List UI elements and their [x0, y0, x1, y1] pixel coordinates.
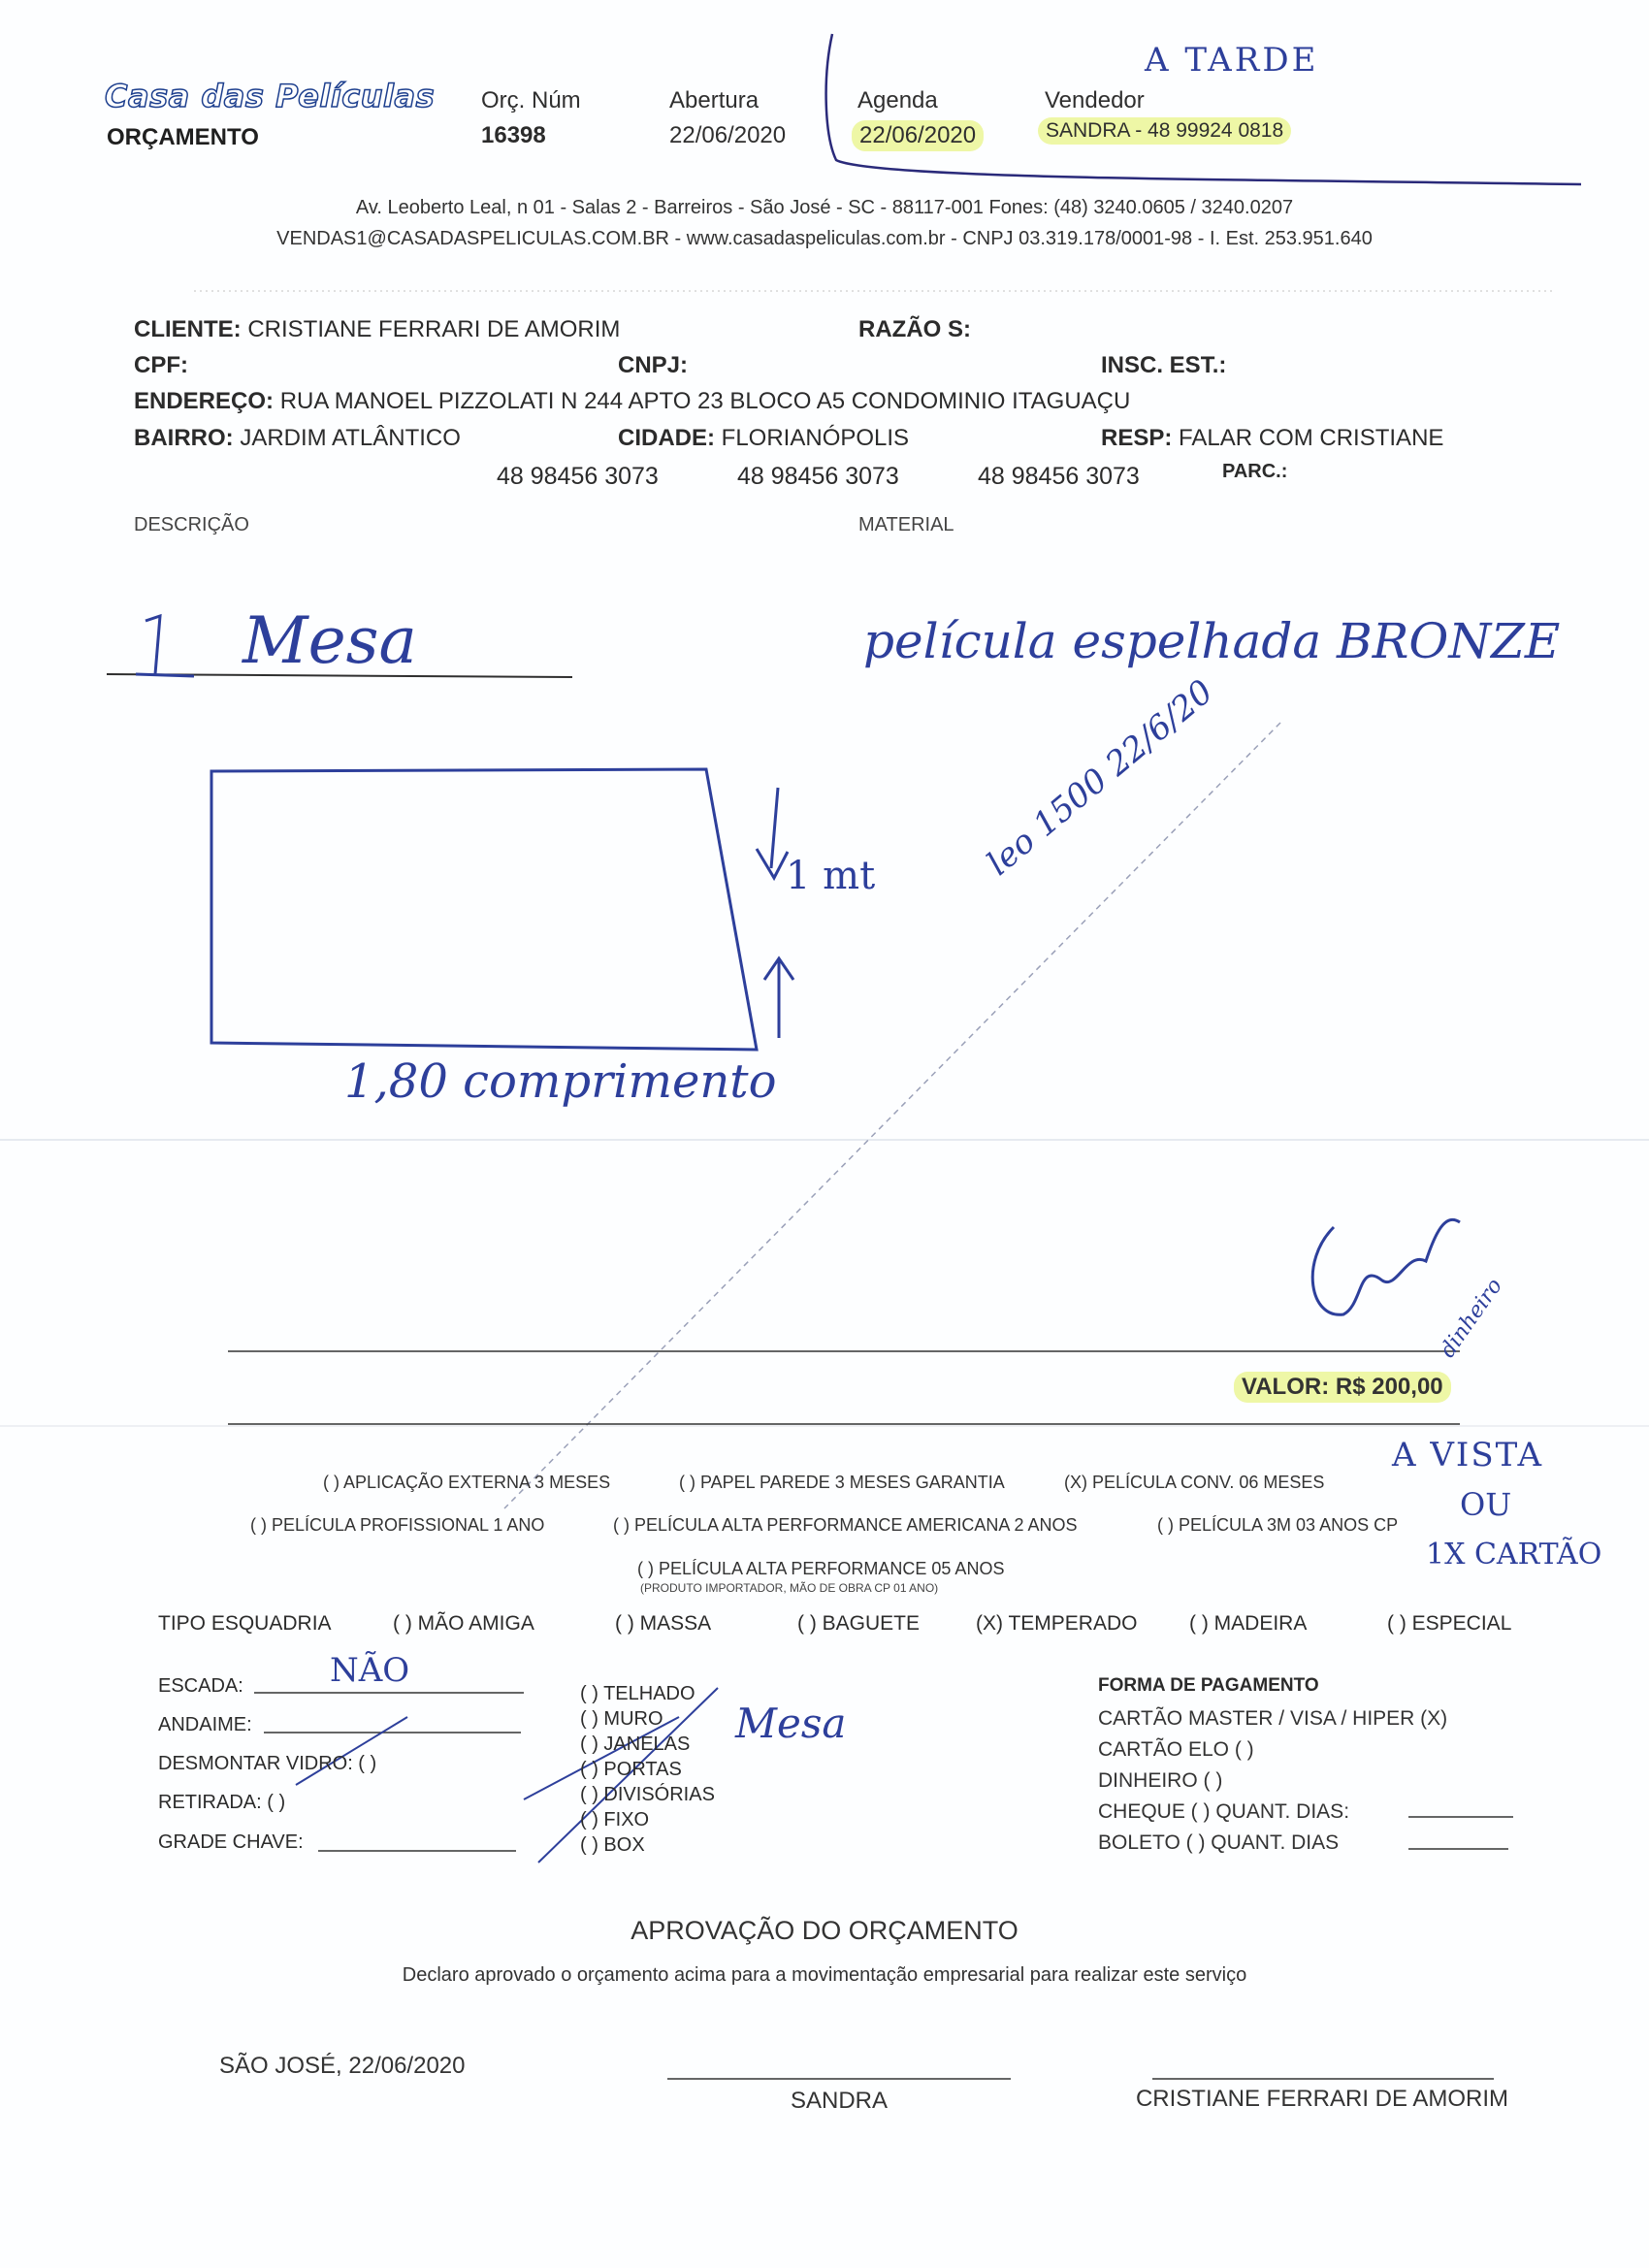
field-andaime: ANDAIME: [158, 1714, 252, 1735]
length-dimension: 1,80 comprimento [344, 1054, 777, 1109]
frame-madeira[interactable]: ( ) MADEIRA [1189, 1612, 1308, 1635]
place-portas[interactable]: ( ) PORTAS [580, 1759, 682, 1780]
handwritten-avista: A VISTA [1392, 1436, 1544, 1474]
diagonal-note: leo 1500 22/6/20 [980, 672, 1221, 884]
handwritten-afternoon: A TARDE [1145, 41, 1319, 80]
item-description: Mesa [242, 603, 417, 678]
handwritten-digit-stroke [136, 616, 194, 676]
place-box[interactable]: ( ) BOX [580, 1834, 645, 1856]
payment-card[interactable]: CARTÃO MASTER / VISA / HIPER (X) [1098, 1707, 1448, 1730]
approval-title: APROVAÇÃO DO ORÇAMENTO [630, 1916, 1018, 1945]
client-row [134, 316, 620, 343]
resp-label: RESP: [1101, 425, 1173, 451]
phone-1: 48 98456 3073 [497, 463, 659, 490]
address-label: ENDEREÇO: [134, 388, 275, 414]
seller-label: Vendedor [1045, 87, 1145, 113]
field-escada: ESCADA: [158, 1675, 243, 1697]
handwritten-ou: OU [1460, 1486, 1512, 1523]
district-row [134, 425, 461, 452]
field-grade-chave: GRADE CHAVE: [158, 1831, 304, 1853]
signature-scribble [1312, 1219, 1460, 1314]
escada-value: NÃO [330, 1651, 410, 1690]
payment-boleto[interactable]: BOLETO ( ) QUANT. DIAS [1098, 1831, 1340, 1854]
option-3m[interactable]: ( ) PELÍCULA 3M 03 ANOS CP [1157, 1515, 1399, 1535]
frame-massa[interactable]: ( ) MASSA [615, 1612, 712, 1635]
handwritten-cartao: 1X CARTÃO [1426, 1538, 1602, 1571]
razao-label: RAZÃO S: [858, 316, 971, 342]
approval-text: Declaro aprovado o orçamento acima para a movimentação empresarial para realizar este serviço [402, 1964, 1247, 1986]
place-telhado[interactable]: ( ) TELHADO [580, 1683, 695, 1704]
total-value: VALOR: R$ 200,00 [1234, 1372, 1451, 1403]
field-desmontar: DESMONTAR VIDRO: ( ) [158, 1753, 377, 1774]
client-name: CRISTIANE FERRARI DE AMORIM [247, 316, 621, 342]
handwritten-dinheiro: dinheiro [1436, 1274, 1507, 1363]
phone-3: 48 98456 3073 [978, 463, 1140, 490]
address-value: RUA MANOEL PIZZOLATI N 244 APTO 23 BLOCO A5 CONDOMINIO ITAGUAÇU [279, 388, 1131, 414]
opening-label: Abertura [669, 87, 760, 113]
schedule-date: 22/06/2020 [852, 120, 984, 151]
resp-row [1101, 425, 1443, 452]
order-number-label: Orç. Núm [481, 87, 581, 113]
table-sketch [211, 769, 757, 1050]
cpf-label: CPF: [134, 352, 188, 378]
resp-value: FALAR COM CRISTIANE [1179, 425, 1444, 451]
arrow-down-stroke [771, 788, 778, 868]
item-material: película espelhada BRONZE [863, 613, 1561, 669]
option-note: (PRODUTO IMPORTADOR, MÃO DE OBRA CP 01 ANO) [640, 1581, 939, 1595]
insc-est-label: INSC. EST.: [1101, 352, 1227, 378]
payment-title: FORMA DE PAGAMENTO [1098, 1675, 1319, 1696]
frame-especial[interactable]: ( ) ESPECIAL [1387, 1612, 1512, 1635]
client-label: CLIENTE: [134, 316, 242, 342]
doc-type: ORÇAMENTO [107, 124, 259, 150]
place-muro[interactable]: ( ) MURO [580, 1708, 663, 1730]
phone-2: 48 98456 3073 [737, 463, 899, 490]
company-logo: Casa das Películas [105, 78, 436, 114]
cnpj-label: CNPJ: [618, 352, 689, 378]
payment-cheque[interactable]: CHEQUE ( ) QUANT. DIAS: [1098, 1800, 1350, 1823]
material-header: MATERIAL [858, 514, 954, 535]
city-label: CIDADE: [618, 425, 715, 451]
city-value: FLORIANÓPOLIS [721, 425, 910, 451]
place-fixo[interactable]: ( ) FIXO [580, 1809, 650, 1831]
option-aplicacao[interactable]: ( ) APLICAÇÃO EXTERNA 3 MESES [323, 1473, 611, 1492]
frame-type-label: TIPO ESQUADRIA [158, 1612, 332, 1635]
seller-value: SANDRA - 48 99924 0818 [1038, 117, 1291, 145]
district-value: JARDIM ATLÂNTICO [240, 425, 461, 451]
option-papel-parede[interactable]: ( ) PAPEL PAREDE 3 MESES GARANTIA [679, 1473, 1005, 1492]
payment-cash[interactable]: DINHEIRO ( ) [1098, 1769, 1223, 1792]
place-date: SÃO JOSÉ, 22/06/2020 [219, 2053, 466, 2079]
order-number: 16398 [481, 122, 546, 148]
place-janelas[interactable]: ( ) JANELAS [580, 1733, 691, 1755]
option-alta-performance[interactable]: ( ) PELÍCULA ALTA PERFORMANCE 05 ANOS [637, 1559, 1005, 1578]
option-profissional[interactable]: ( ) PELÍCULA PROFISSIONAL 1 ANO [250, 1515, 545, 1535]
client-signature-name: CRISTIANE FERRARI DE AMORIM [1135, 2086, 1509, 2112]
frame-temperado[interactable]: (X) TEMPERADO [976, 1612, 1138, 1635]
pencil-diagonal [504, 723, 1280, 1508]
company-contacts: VENDAS1@CASADASPELICULAS.COM.BR - www.casadaspeliculas.com.br - CNPJ 03.319.178/0001-98 - I. Est. 253.951.640 [276, 228, 1373, 249]
seller-signature-name: SANDRA [790, 2088, 889, 2114]
opening-date: 22/06/2020 [669, 122, 787, 148]
description-header: DESCRIÇÃO [134, 514, 249, 535]
place-divisorias[interactable]: ( ) DIVISÓRIAS [580, 1784, 715, 1805]
district-label: BAIRRO: [134, 425, 234, 451]
company-address: Av. Leoberto Leal, n 01 - Salas 2 - Barreiros - São José - SC - 88117-001 Fones: (48) 3240.0605 / 3240.0207 [355, 197, 1294, 218]
payment-elo[interactable]: CARTÃO ELO ( ) [1098, 1738, 1254, 1761]
schedule-label: Agenda [857, 87, 938, 113]
option-americana[interactable]: ( ) PELÍCULA ALTA PERFORMANCE AMERICANA 2 ANOS [613, 1515, 1078, 1535]
option-pelicula-conv[interactable]: (X) PELÍCULA CONV. 06 MESES [1064, 1473, 1325, 1492]
address-row [134, 388, 1130, 415]
frame-baguete[interactable]: ( ) BAGUETE [797, 1612, 921, 1635]
handwritten-mesa-small: Mesa [735, 1700, 847, 1747]
field-retirada: RETIRADA: ( ) [158, 1792, 286, 1813]
height-dimension: 1 mt [786, 854, 876, 898]
city-row [618, 425, 909, 452]
frame-mao-amiga[interactable]: ( ) MÃO AMIGA [393, 1612, 534, 1635]
parc-label: PARC.: [1222, 461, 1288, 482]
